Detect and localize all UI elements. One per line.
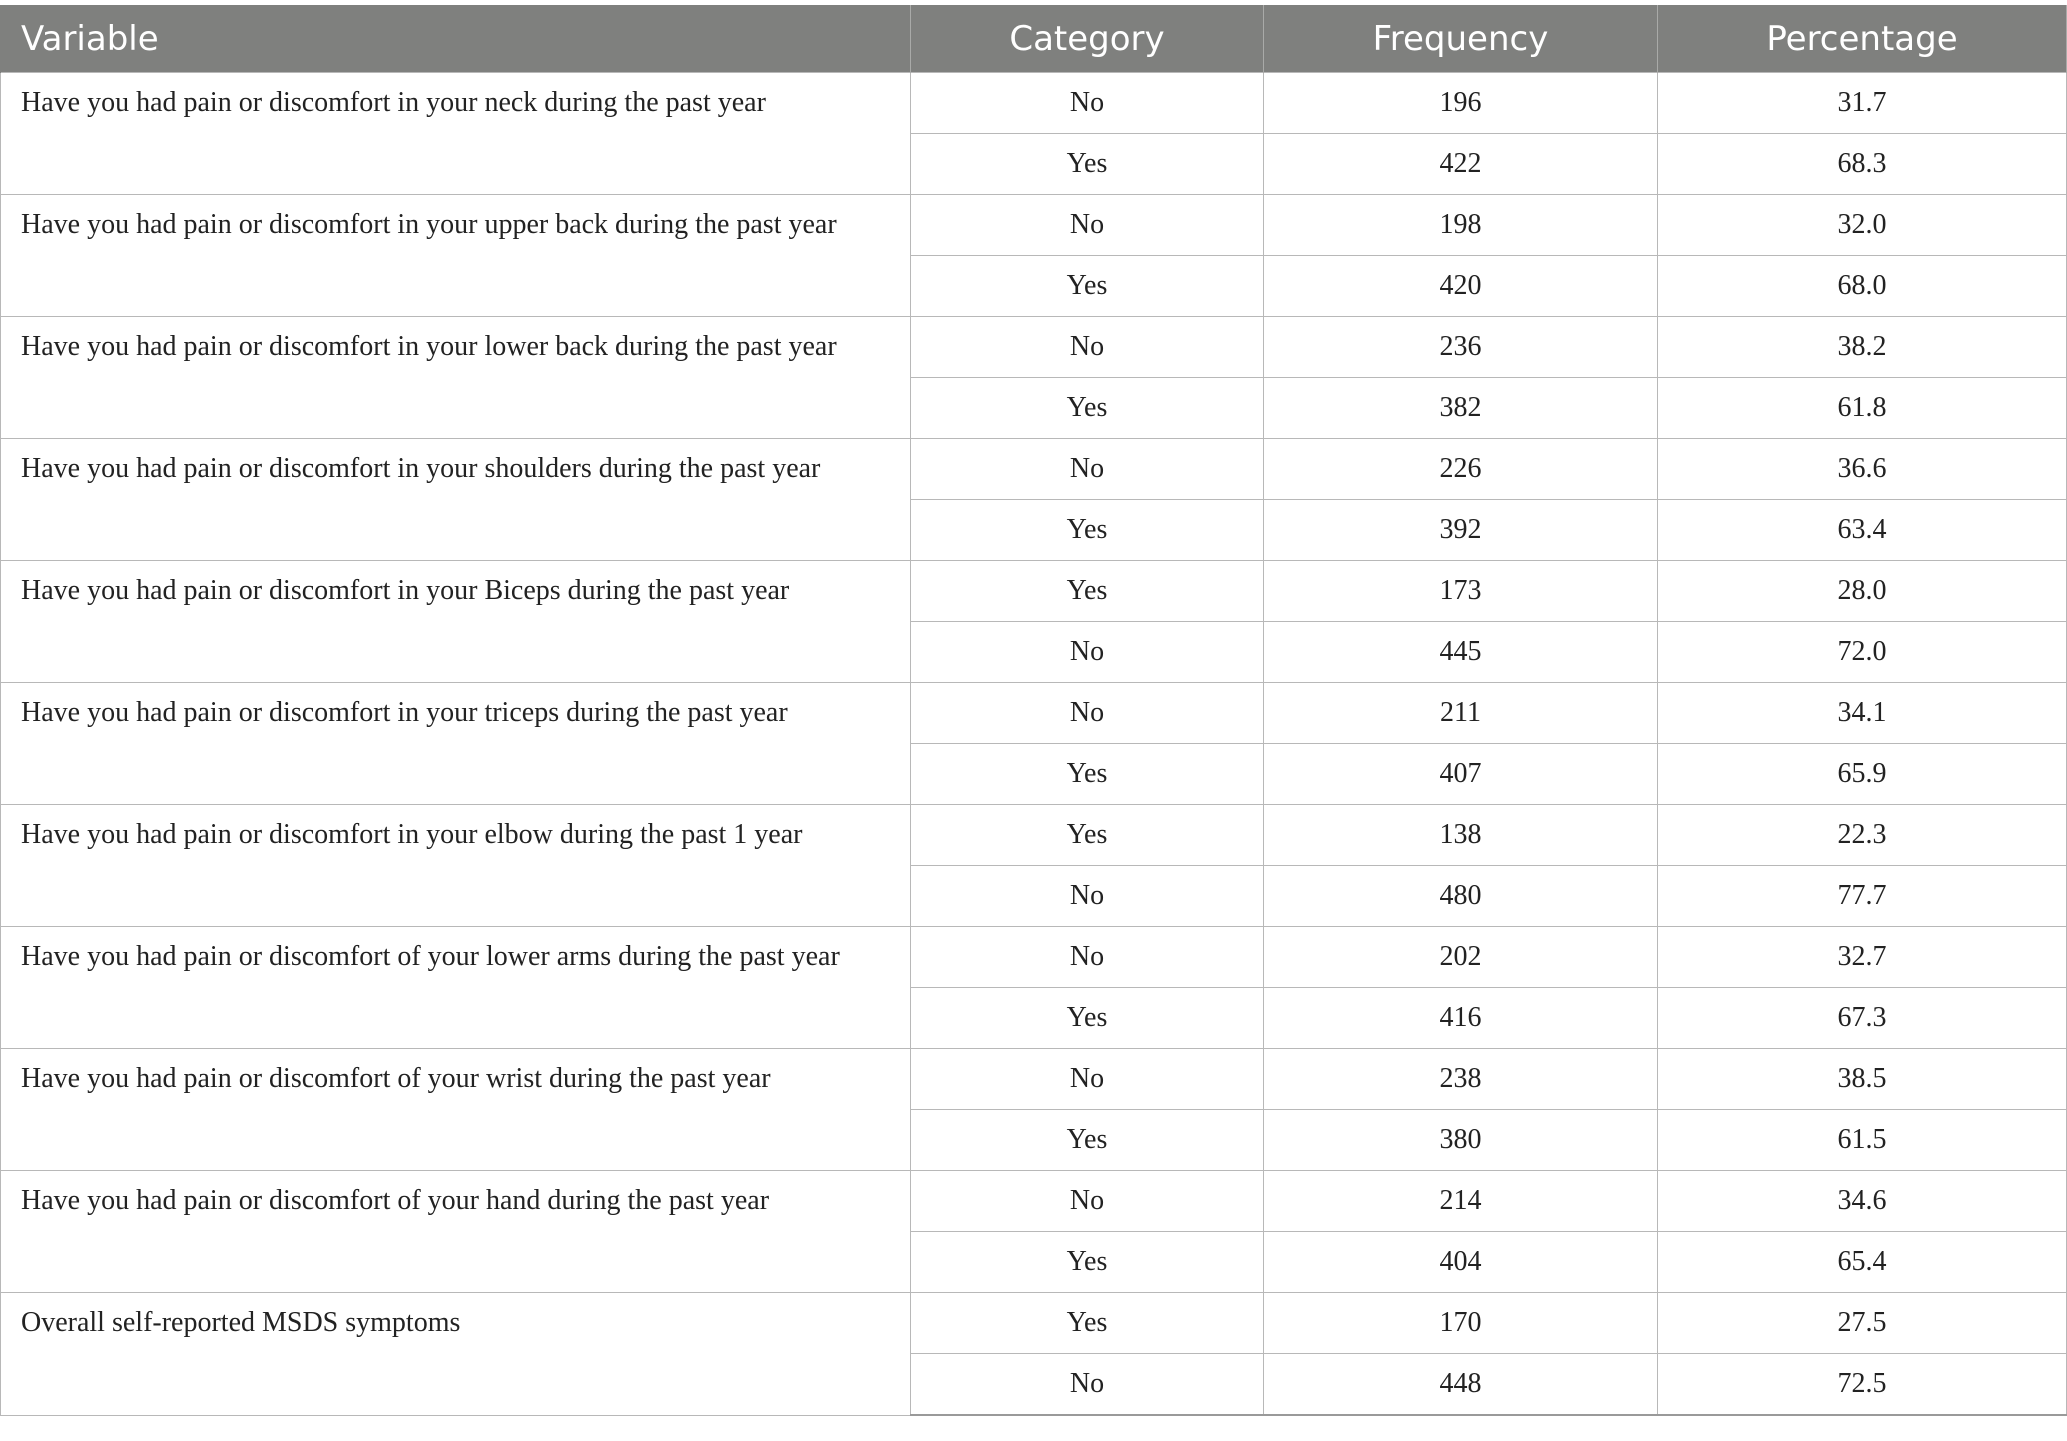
- variable-cell: Have you had pain or discomfort of your lower arms during the past year: [1, 927, 911, 1049]
- header-row: [1, 5, 2067, 73]
- percentage-cell: 32.7: [1658, 927, 2067, 988]
- category-cell: Yes: [911, 744, 1264, 805]
- percentage-cell: 67.3: [1658, 988, 2067, 1049]
- category-cell: No: [911, 1171, 1264, 1232]
- table-row: [1, 317, 2067, 378]
- variable-cell: Have you had pain or discomfort in your triceps during the past year: [1, 683, 911, 805]
- frequency-cell: 196: [1264, 73, 1658, 134]
- frequency-cell: 416: [1264, 988, 1658, 1049]
- frequency-cell: 392: [1264, 500, 1658, 561]
- percentage-cell: 68.3: [1658, 134, 2067, 195]
- percentage-cell: 38.5: [1658, 1049, 2067, 1110]
- category-cell: No: [911, 73, 1264, 134]
- table-body: [1, 73, 2067, 1416]
- frequency-cell: 480: [1264, 866, 1658, 927]
- category-cell: Yes: [911, 561, 1264, 622]
- category-cell: Yes: [911, 1232, 1264, 1293]
- frequency-cell: 238: [1264, 1049, 1658, 1110]
- category-cell: No: [911, 317, 1264, 378]
- msds-frequency-table: [0, 5, 2067, 1416]
- percentage-cell: 27.5: [1658, 1293, 2067, 1354]
- frequency-cell: 211: [1264, 683, 1658, 744]
- percentage-cell: 34.6: [1658, 1171, 2067, 1232]
- frequency-cell: 138: [1264, 805, 1658, 866]
- percentage-cell: 77.7: [1658, 866, 2067, 927]
- percentage-cell: 28.0: [1658, 561, 2067, 622]
- percentage-cell: 22.3: [1658, 805, 2067, 866]
- category-cell: No: [911, 1354, 1264, 1416]
- header-percentage: Percentage: [1658, 5, 2067, 73]
- percentage-cell: 34.1: [1658, 683, 2067, 744]
- variable-cell: Have you had pain or discomfort in your elbow during the past 1 year: [1, 805, 911, 927]
- frequency-cell: 404: [1264, 1232, 1658, 1293]
- category-cell: Yes: [911, 805, 1264, 866]
- table-row: [1, 1171, 2067, 1232]
- variable-cell: Have you had pain or discomfort in your shoulders during the past year: [1, 439, 911, 561]
- percentage-cell: 61.8: [1658, 378, 2067, 439]
- frequency-cell: 173: [1264, 561, 1658, 622]
- frequency-cell: 420: [1264, 256, 1658, 317]
- variable-cell: Have you had pain or discomfort of your hand during the past year: [1, 1171, 911, 1293]
- table-row: [1, 927, 2067, 988]
- table-row: [1, 1049, 2067, 1110]
- frequency-cell: 236: [1264, 317, 1658, 378]
- percentage-cell: 68.0: [1658, 256, 2067, 317]
- variable-cell: Have you had pain or discomfort of your wrist during the past year: [1, 1049, 911, 1171]
- table-row: [1, 195, 2067, 256]
- table-header: [1, 5, 2067, 73]
- percentage-cell: 63.4: [1658, 500, 2067, 561]
- frequency-cell: 198: [1264, 195, 1658, 256]
- table-row: [1, 1293, 2067, 1354]
- category-cell: Yes: [911, 988, 1264, 1049]
- table-row: [1, 439, 2067, 500]
- percentage-cell: 72.5: [1658, 1354, 2067, 1416]
- table-row: [1, 805, 2067, 866]
- percentage-cell: 72.0: [1658, 622, 2067, 683]
- category-cell: No: [911, 622, 1264, 683]
- header-frequency: Frequency: [1264, 5, 1658, 73]
- variable-cell: Have you had pain or discomfort in your neck during the past year: [1, 73, 911, 195]
- frequency-cell: 380: [1264, 1110, 1658, 1171]
- category-cell: Yes: [911, 1110, 1264, 1171]
- category-cell: Yes: [911, 500, 1264, 561]
- variable-cell: Overall self-reported MSDS symptoms: [1, 1293, 911, 1416]
- variable-cell: Have you had pain or discomfort in your Biceps during the past year: [1, 561, 911, 683]
- category-cell: No: [911, 866, 1264, 927]
- frequency-cell: 226: [1264, 439, 1658, 500]
- percentage-cell: 38.2: [1658, 317, 2067, 378]
- category-cell: No: [911, 927, 1264, 988]
- table-row: [1, 73, 2067, 134]
- percentage-cell: 32.0: [1658, 195, 2067, 256]
- percentage-cell: 61.5: [1658, 1110, 2067, 1171]
- category-cell: Yes: [911, 1293, 1264, 1354]
- variable-cell: Have you had pain or discomfort in your upper back during the past year: [1, 195, 911, 317]
- category-cell: Yes: [911, 378, 1264, 439]
- category-cell: Yes: [911, 134, 1264, 195]
- frequency-cell: 448: [1264, 1354, 1658, 1416]
- frequency-cell: 382: [1264, 378, 1658, 439]
- category-cell: No: [911, 195, 1264, 256]
- percentage-cell: 31.7: [1658, 73, 2067, 134]
- frequency-cell: 407: [1264, 744, 1658, 805]
- category-cell: No: [911, 439, 1264, 500]
- percentage-cell: 65.9: [1658, 744, 2067, 805]
- category-cell: No: [911, 683, 1264, 744]
- header-variable: Variable: [1, 5, 911, 73]
- percentage-cell: 36.6: [1658, 439, 2067, 500]
- variable-cell: Have you had pain or discomfort in your lower back during the past year: [1, 317, 911, 439]
- table-row: [1, 561, 2067, 622]
- header-category: Category: [911, 5, 1264, 73]
- frequency-cell: 170: [1264, 1293, 1658, 1354]
- frequency-cell: 422: [1264, 134, 1658, 195]
- frequency-cell: 214: [1264, 1171, 1658, 1232]
- percentage-cell: 65.4: [1658, 1232, 2067, 1293]
- frequency-cell: 202: [1264, 927, 1658, 988]
- frequency-cell: 445: [1264, 622, 1658, 683]
- category-cell: Yes: [911, 256, 1264, 317]
- table-row: [1, 683, 2067, 744]
- category-cell: No: [911, 1049, 1264, 1110]
